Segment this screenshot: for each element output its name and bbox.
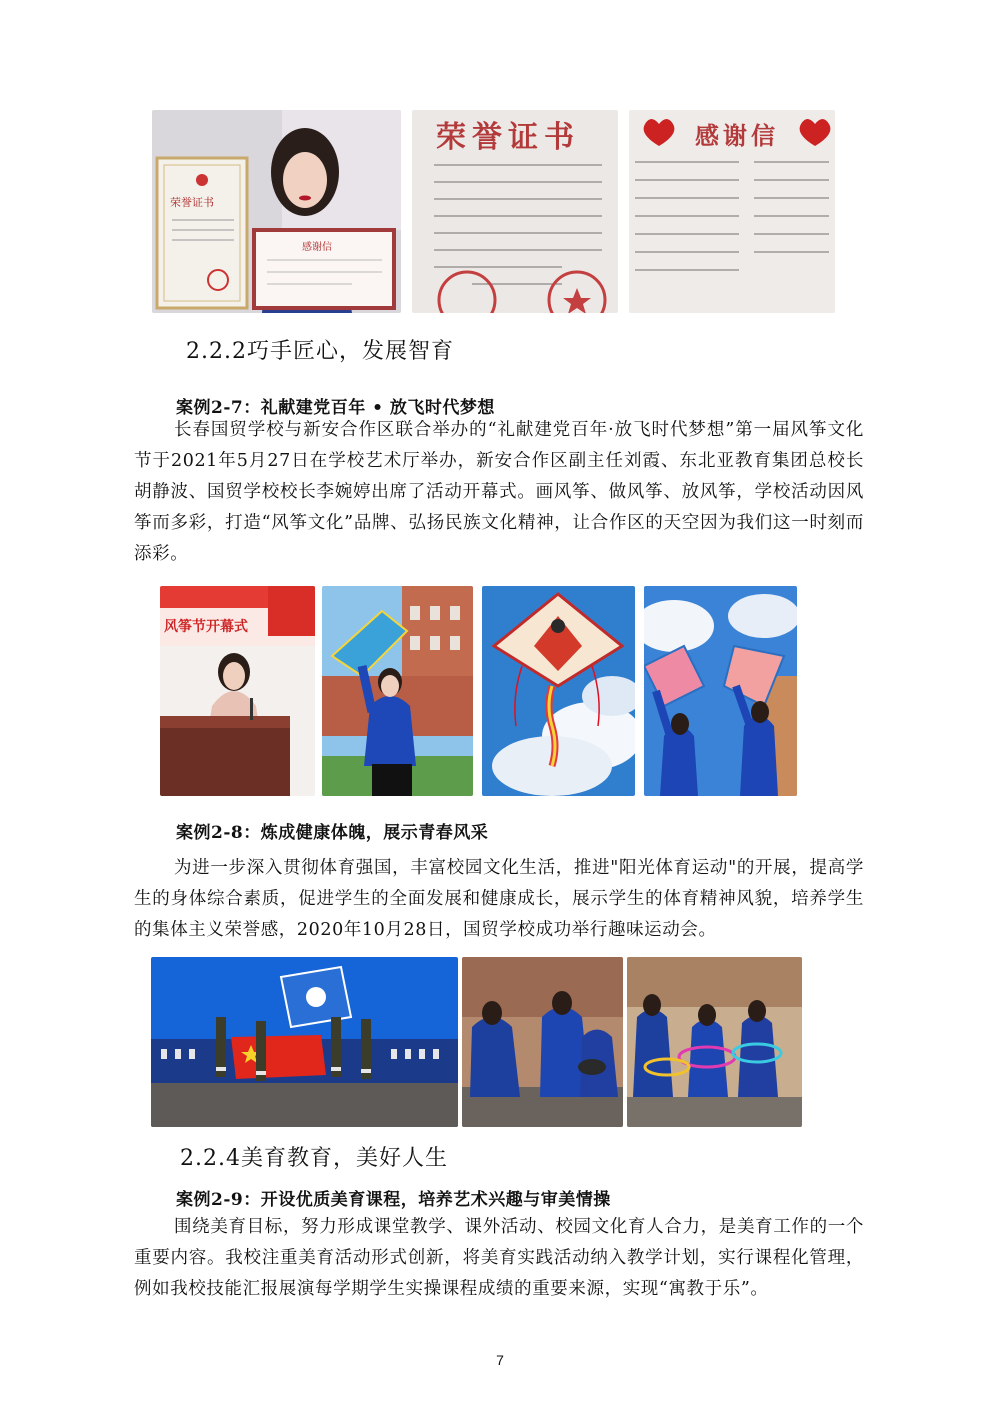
case-2-9-body: 围绕美育目标，努力形成课堂教学、课外活动、校园文化育人合力，是美育工作的一个重要内容。我校注重美育活动形式创新，将美育实践活动纳入教学计划，实行课程化管理，例如我校技能汇报展演每学期学生实操课程成绩的重要来源，实现“寓教于乐”。 (134, 1217, 864, 1299)
photo-honor-certificate (412, 110, 618, 313)
photo-student-with-kite (322, 586, 473, 796)
case-2-7-body: 长春国贸学校与新安合作区联合举办的“礼献建党百年·放飞时代梦想”第一届风筝文化节于2021年5月27日在学校艺术厅举办，新安合作区副主任刘霞、东北亚教育集团总校长胡静波、国贸学校校长李婉婷出席了活动开幕式。画风筝、做风筝、放风筝，学校活动因风筝而多彩，打造“风筝文化”品牌、弘扬民族文化精神，让合作区的天空因为我们这一时刻而添彩。 (134, 420, 864, 564)
photo-decorated-kite-sky (482, 586, 635, 796)
photo-relay-game (462, 957, 623, 1127)
case-2-7-title: 案例2-7：礼献建党百年 • 放飞时代梦想 (176, 398, 495, 418)
certificate-small-title: 荣誉证书 (170, 196, 214, 209)
case-2-8-body: 为进一步深入贯彻体育强国，丰富校园文化生活，推进"阳光体育运动"的开展，提高学生的身体综合素质，促进学生的全面发展和健康成长，展示学生的体育精神风貌，培养学生的集体主义荣誉感，2020年10月28日，国贸学校成功举行趣味运动会。 (134, 858, 864, 940)
thanks-letter-small-title: 感谢信 (302, 242, 332, 253)
photo-opening-ceremony-speech (160, 586, 315, 796)
thank-you-letter-title: 感谢信 (695, 121, 779, 150)
section-heading-2-2-2: 2.2.2巧手匠心，发展智育 (186, 339, 454, 364)
case-2-9-title: 案例2-9：开设优质美育课程，培养艺术兴趣与审美情操 (176, 1190, 611, 1210)
section-heading-2-2-4: 2.2.4美育教育，美好人生 (180, 1146, 448, 1171)
honor-certificate-title: 荣誉证书 (436, 120, 580, 155)
photo-flag-ceremony (151, 957, 458, 1127)
case-2-8-title: 案例2-8：炼成健康体魄，展示青春风采 (176, 823, 489, 843)
photo-student-with-certificates (152, 110, 401, 313)
photo-hula-hoop-game (627, 957, 802, 1127)
photo-students-flying-kites (644, 586, 797, 796)
photo-thank-you-letter (629, 110, 835, 313)
page-number: 7 (496, 1352, 504, 1368)
kite-festival-banner-text: 风筝节开幕式 (164, 619, 248, 635)
